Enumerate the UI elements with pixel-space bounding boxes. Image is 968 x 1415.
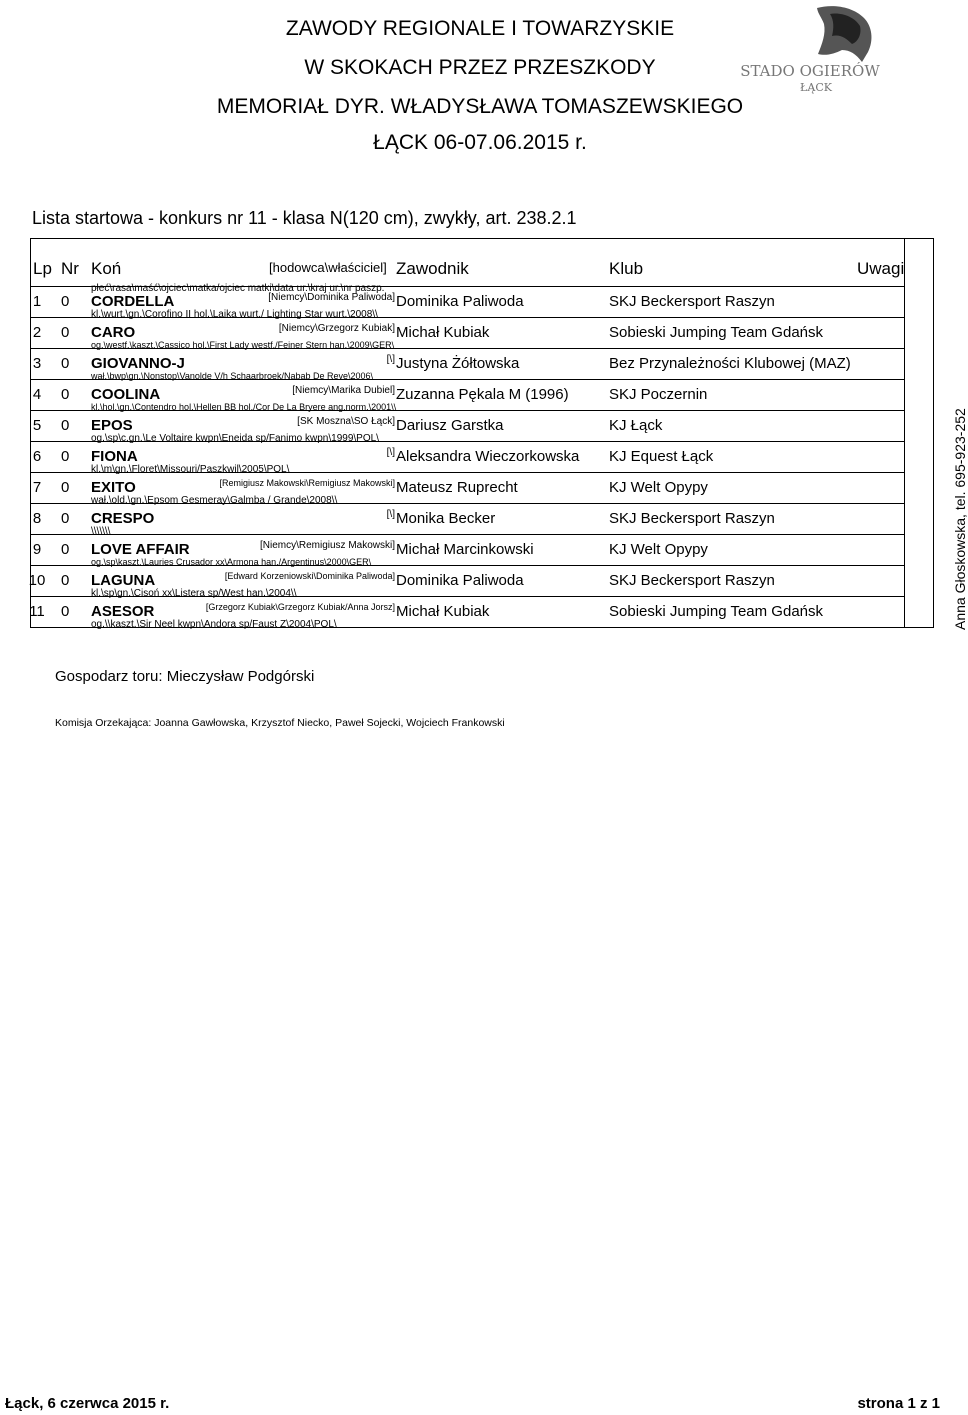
row-horse: CARO xyxy=(91,324,136,341)
judges-committee: Komisja Orzekająca: Joanna Gawłowska, Krzysztof Niecko, Paweł Sojecki, Wojciech Frankowski xyxy=(55,717,505,729)
row-owner: [Grzegorz Kubiak\Grzegorz Kubiak/Anna Jorsz] xyxy=(205,602,395,612)
row-nr: 0 xyxy=(61,448,70,465)
header-line-4: ŁĄCK 06-07.06.2015 r. xyxy=(373,131,587,154)
header-line-1: ZAWODY REGIONALE I TOWARZYSKIE xyxy=(285,17,675,40)
row-nr: 0 xyxy=(61,386,70,403)
row-lp: 11 xyxy=(29,603,45,620)
header-line-2: W SKOKACH PRZEZ PRZESZKODY xyxy=(304,56,656,79)
row-rider: Michał Kubiak xyxy=(396,603,490,620)
row-owner: [Niemcy\Remigiusz Makowski] xyxy=(259,540,395,551)
row-lp: 10 xyxy=(28,572,46,589)
course-designer: Gospodarz toru: Mieczysław Podgórski xyxy=(55,668,315,685)
row-nr: 0 xyxy=(61,417,70,434)
row-lp: 1 xyxy=(32,293,42,310)
row-info: og.\westf.\kaszt.\Cassico hol.\First Lady westf./Feiner Stern han.\2009\GER\ xyxy=(91,340,395,350)
row-club: SKJ Poczernin xyxy=(609,386,708,403)
row-lp: 2 xyxy=(32,324,42,341)
row-info: og.\sp\kaszt.\Lauries Crusador xx\Armona han./Argentinus\2000\GER\ xyxy=(91,557,372,567)
row-nr: 0 xyxy=(61,355,70,372)
row-club: Bez Przynależności Klubowej (MAZ) xyxy=(609,355,851,372)
side-contact: Anna Głoskowska, tel. 695-923-252 xyxy=(952,408,968,630)
start-list-table xyxy=(30,238,934,628)
row-lp: 7 xyxy=(32,479,42,496)
row-nr: 0 xyxy=(61,572,70,589)
row-horse: CRESPO xyxy=(91,510,155,527)
table-row xyxy=(31,597,934,628)
row-club: Sobieski Jumping Team Gdańsk xyxy=(609,324,823,341)
row-owner: [Remigiusz Makowski\Remigiusz Makowski] xyxy=(219,478,395,488)
row-info: kl.\hol.\gn.\Contendro hol.\Hellen BB hol./Cor De La Bryere ang.norm.\2001\\ xyxy=(91,402,397,412)
page-number: strona 1 z 1 xyxy=(857,1395,940,1412)
logo-line-1: STADO OGIERÓW xyxy=(740,62,880,80)
table-row xyxy=(31,535,934,566)
row-nr: 0 xyxy=(61,541,70,558)
row-horse: EXITO xyxy=(91,479,136,496)
table-row xyxy=(31,349,934,380)
side-column xyxy=(905,239,934,628)
header-line-3: MEMORIAŁ DYR. WŁADYSŁAWA TOMASZEWSKIEGO xyxy=(216,95,744,118)
header-nr: Nr xyxy=(61,259,79,278)
table-row xyxy=(31,566,934,597)
row-club: SKJ Beckersport Raszyn xyxy=(609,293,775,310)
row-owner: [Niemcy\Grzegorz Kubiak] xyxy=(278,323,395,334)
table-header-row xyxy=(31,239,934,287)
row-horse: CORDELLA xyxy=(91,293,175,310)
row-owner: [\] xyxy=(386,354,395,365)
row-owner: [Niemcy\Marika Dubiel] xyxy=(292,385,395,396)
table-row xyxy=(31,380,934,411)
table-row xyxy=(31,287,934,318)
row-horse: EPOS xyxy=(91,417,133,434)
row-club: KJ Welt Opypy xyxy=(609,479,708,496)
row-rider: Michał Marcinkowski xyxy=(396,541,534,558)
row-owner: [\] xyxy=(386,447,395,458)
row-club: SKJ Beckersport Raszyn xyxy=(609,510,775,527)
row-info: kl.\sp\gn.\Cisoń xx\Listera sp/West han.\2004\\ xyxy=(91,588,297,599)
header-uwagi: Uwagi xyxy=(857,259,905,278)
row-club: SKJ Beckersport Raszyn xyxy=(609,572,775,589)
place-date: Łąck, 6 czerwca 2015 r. xyxy=(5,1395,170,1412)
competition-subtitle: Lista startowa - konkurs nr 11 - klasa N(120 cm), zwykły, art. 238.2.1 xyxy=(32,208,577,228)
row-rider: Aleksandra Wieczorkowska xyxy=(396,448,580,465)
row-owner: [Edward Korzeniowski\Dominika Paliwoda] xyxy=(224,571,395,581)
row-horse: LOVE AFFAIR xyxy=(91,541,190,558)
row-rider: Mateusz Ruprecht xyxy=(396,479,518,496)
table-row xyxy=(31,504,934,535)
table-row xyxy=(31,318,934,349)
row-lp: 3 xyxy=(32,355,42,372)
row-info: kl.\wurt.\gn.\Corofino II hol.\Laika wurt./ Lighting Star wurt.\2008\\ xyxy=(91,309,378,320)
row-horse: LAGUNA xyxy=(91,572,156,589)
row-info: wał.\bwp\gn.\Nonstop\Vanolde V/h Schaarbroek/Nabab De Reve\2006\ xyxy=(91,371,374,381)
row-club: Sobieski Jumping Team Gdańsk xyxy=(609,603,823,620)
row-nr: 0 xyxy=(61,603,70,620)
header-hodowca: [hodowca\właściciel] xyxy=(269,260,387,275)
row-club: KJ Łąck xyxy=(609,417,663,434)
row-owner: [Niemcy\Dominika Paliwoda] xyxy=(268,292,395,303)
row-info: og.\sp\c.gn.\Le Voltaire kwpn\Eneida sp/Fanimo kwpn\1999\POL\ xyxy=(91,433,379,444)
header-lp: Lp xyxy=(33,259,52,278)
header-klub: Klub xyxy=(609,259,644,278)
row-lp: 9 xyxy=(32,541,42,558)
row-nr: 0 xyxy=(61,293,70,310)
row-horse: COOLINA xyxy=(91,386,161,403)
row-club: KJ Equest Łąck xyxy=(609,448,714,465)
row-rider: Dominika Paliwoda xyxy=(396,293,524,310)
row-horse: ASESOR xyxy=(91,603,155,620)
row-owner: [SK Moszna\SO Łąck] xyxy=(297,416,395,427)
table-row xyxy=(31,442,934,473)
row-info: wał.\old.\gn.\Epsom Gesmeray\Galmba / Grande\2008\\ xyxy=(91,495,338,506)
row-lp: 4 xyxy=(32,386,42,403)
row-owner: [\] xyxy=(386,509,395,520)
row-nr: 0 xyxy=(61,479,70,496)
row-rider: Dariusz Garstka xyxy=(396,417,504,434)
stado-ogierow-logo xyxy=(722,4,898,94)
row-lp: 8 xyxy=(32,510,42,527)
row-club: KJ Welt Opypy xyxy=(609,541,708,558)
row-lp: 5 xyxy=(32,417,42,434)
row-rider: Monika Becker xyxy=(396,510,496,527)
logo-line-2: ŁĄCK xyxy=(800,81,832,94)
header-zawodnik: Zawodnik xyxy=(396,259,469,278)
row-lp: 6 xyxy=(32,448,42,465)
row-horse: GIOVANNO-J xyxy=(91,355,185,372)
row-rider: Justyna Żółtowska xyxy=(396,355,520,372)
table-row xyxy=(31,411,934,442)
row-horse: FIONA xyxy=(91,448,138,465)
row-info: kl.\m\gn.\Floret\Missouri/Paszkwil\2005\POL\ xyxy=(91,464,290,475)
header-subheader: płeć\rasa\maść\ojciec\matka/ojciec matki\data ur.\kraj ur.\nr paszp. xyxy=(91,283,385,294)
header-kon: Koń xyxy=(91,259,122,278)
row-nr: 0 xyxy=(61,324,70,341)
row-rider: Michał Kubiak xyxy=(396,324,490,341)
row-info: \\\\\\\ xyxy=(91,526,111,537)
row-info: og.\\kaszt.\Sir Neel kwpn\Andora sp/Faust Z\2004\POL\ xyxy=(91,619,337,630)
table-row xyxy=(31,473,934,504)
row-nr: 0 xyxy=(61,510,70,527)
row-rider: Zuzanna Pękala M (1996) xyxy=(396,386,569,403)
row-rider: Dominika Paliwoda xyxy=(396,572,524,589)
